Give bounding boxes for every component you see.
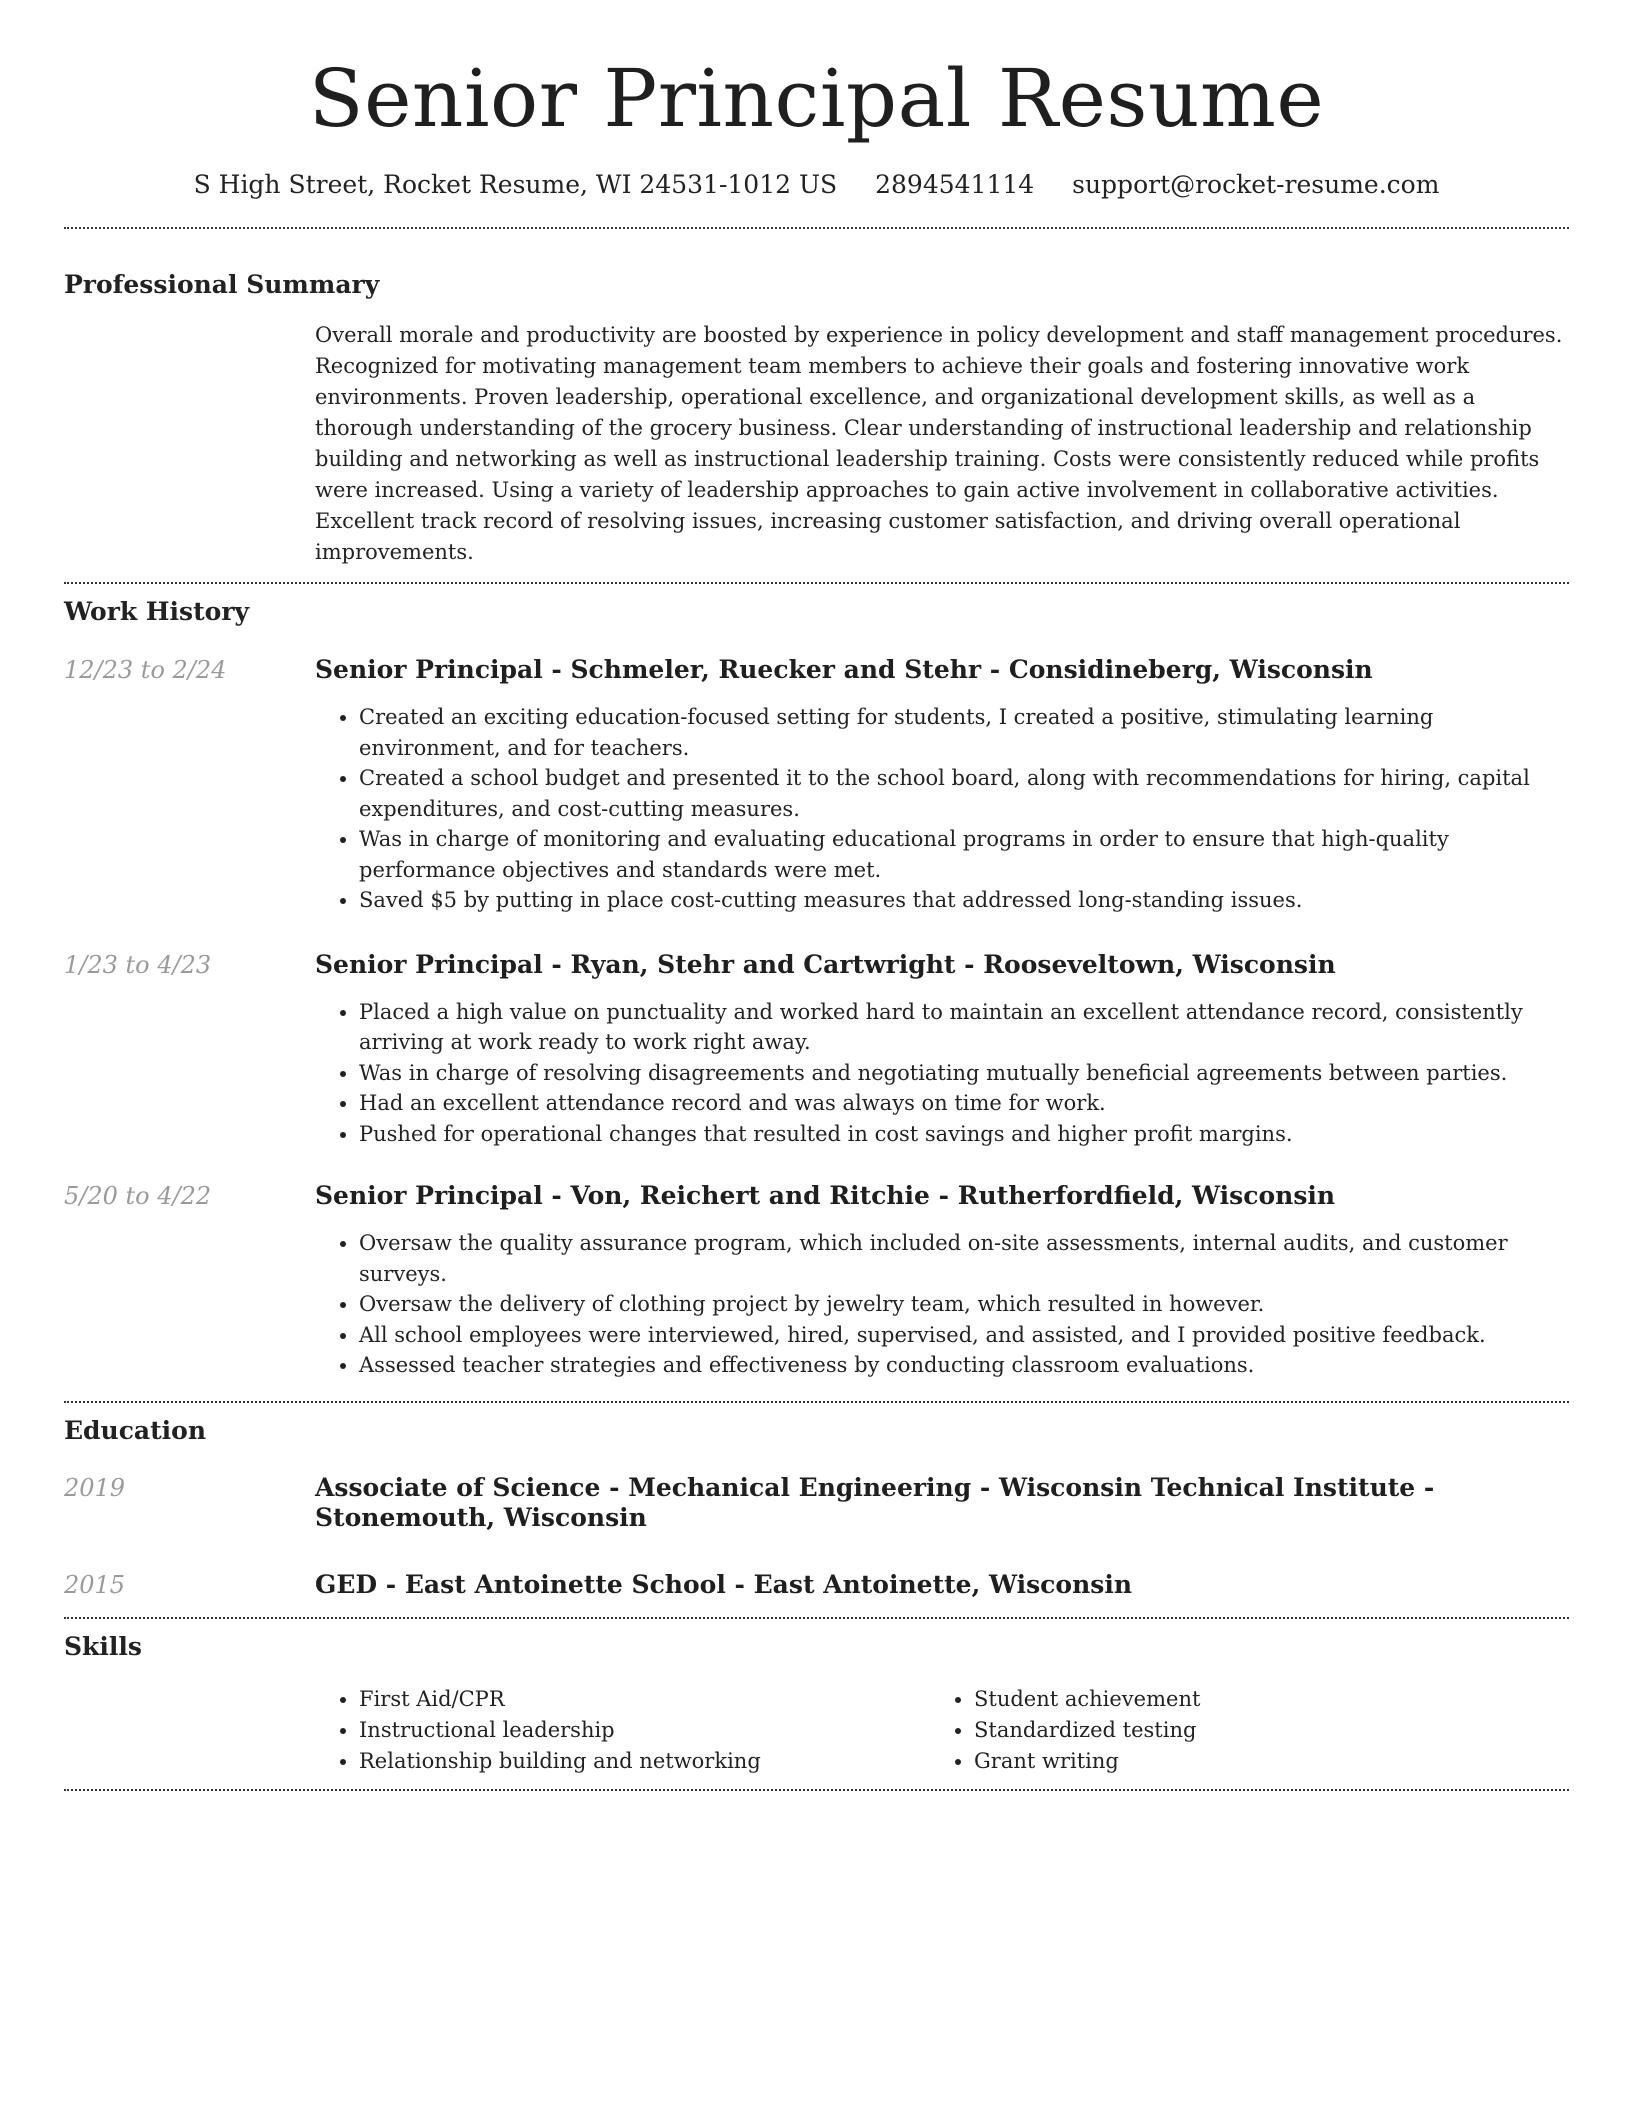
list-item: • Assessed teacher strategies and effectiveness by conducting classroom evaluations. [359,1350,1569,1381]
contact-line [64,170,1569,200]
resume-page [64,0,1569,1791]
skill-item: • Grant writing [974,1746,1545,1777]
skill-item: • Standardized testing [974,1715,1545,1746]
education-year: 2015 [64,1570,126,1599]
section-heading-skills: Skills [64,1631,142,1661]
job-entry [64,950,1569,1150]
job-title: Senior Principal - Von, Reichert and Ritchie - Rutherfordfield, Wisconsin [315,1181,1336,1210]
list-item: • Was in charge of monitoring and evaluating educational programs in order to ensure that high-quality performance objectives and standards were met. [359,824,1569,885]
phone: 2894541114 [875,170,1035,199]
divider [64,227,1569,229]
education-entry [64,1473,1569,1533]
education-year: 2019 [64,1473,126,1502]
job-bullets [315,1228,1569,1381]
resume-title: Senior Principal Resume [308,52,1325,145]
list-item: • Created a school budget and presented it to the school board, along with recommendations for hiring, capital expenditures, and cost-cutting measures. [359,763,1569,824]
skills-list-right [930,1684,1545,1777]
section-heading-education: Education [64,1415,207,1445]
list-item: • Saved $5 by putting in place cost-cutting measures that addressed long-standing issues. [359,885,1569,916]
summary-row [64,320,1569,568]
job-entry [64,1181,1569,1381]
education-entry [64,1570,1569,1600]
skill-item: • Student achievement [974,1684,1545,1715]
list-item: • Had an excellent attendance record and was always on time for work. [359,1088,1569,1119]
list-item: • Placed a high value on punctuality and worked hard to maintain an excellent attendance record, consistently arriving at work ready to work right away. [359,997,1569,1058]
job-entry [64,655,1569,916]
section-heading-summary: Professional Summary [64,270,380,299]
divider [64,1789,1569,1791]
divider [64,582,1569,584]
job-bullets [315,702,1569,916]
education-detail: Associate of Science - Mechanical Engineering - Wisconsin Technical Institute - Stonemouth, Wisconsin [315,1472,1435,1532]
skill-item: • Relationship building and networking [359,1746,930,1777]
skills-list-left [315,1684,930,1777]
job-dates: 5/20 to 4/22 [64,1182,212,1210]
list-item: • All school employees were interviewed, hired, supervised, and assisted, and I provided positive feedback. [359,1320,1569,1351]
email: support@rocket-resume.com [1072,170,1440,199]
list-item: • Was in charge of resolving disagreements and negotiating mutually beneficial agreements between parties. [359,1058,1569,1089]
job-title: Senior Principal - Schmeler, Ruecker and Stehr - Considineberg, Wisconsin [315,655,1373,684]
list-item: • Oversaw the quality assurance program, which included on-site assessments, internal audits, and customer surveys. [359,1228,1569,1289]
divider [64,1617,1569,1619]
job-dates: 12/23 to 2/24 [64,656,227,684]
list-item: • Oversaw the delivery of clothing project by jewelry team, which resulted in however. [359,1289,1569,1320]
job-dates: 1/23 to 4/23 [64,950,212,979]
section-heading-work: Work History [64,597,250,626]
skill-item: • First Aid/CPR [359,1684,930,1715]
address: S High Street, Rocket Resume, WI 24531-1012 US [193,170,838,199]
job-title: Senior Principal - Ryan, Stehr and Cartwright - Rooseveltown, Wisconsin [315,949,1336,979]
divider [64,1401,1569,1403]
skills-row [64,1684,1569,1777]
education-detail: GED - East Antoinette School - East Antoinette, Wisconsin [315,1569,1133,1599]
list-item: • Created an exciting education-focused setting for students, I created a positive, stimulating learning environment, and for teachers. [359,702,1569,763]
job-bullets [315,997,1569,1150]
skill-item: • Instructional leadership [359,1715,930,1746]
list-item: • Pushed for operational changes that resulted in cost savings and higher profit margins. [359,1119,1569,1150]
summary-text: Overall morale and productivity are boosted by experience in policy development and staff management procedures. Recognized for motivating management team members to achieve their goals and fostering innovative work environments. Proven leadership, operational excellence, and organizational development skills, as well as a thorough understanding of the grocery business. Clear understanding of instructional leadership and relationship building and networking as well as instructional leadership training. Costs were consistently reduced while profits were increased. Using a variety of leadership approaches to gain active involvement in collaborative activities. Excellent track record of resolving issues, increasing customer satisfaction, and driving overall operational improvements. [315,323,1563,564]
